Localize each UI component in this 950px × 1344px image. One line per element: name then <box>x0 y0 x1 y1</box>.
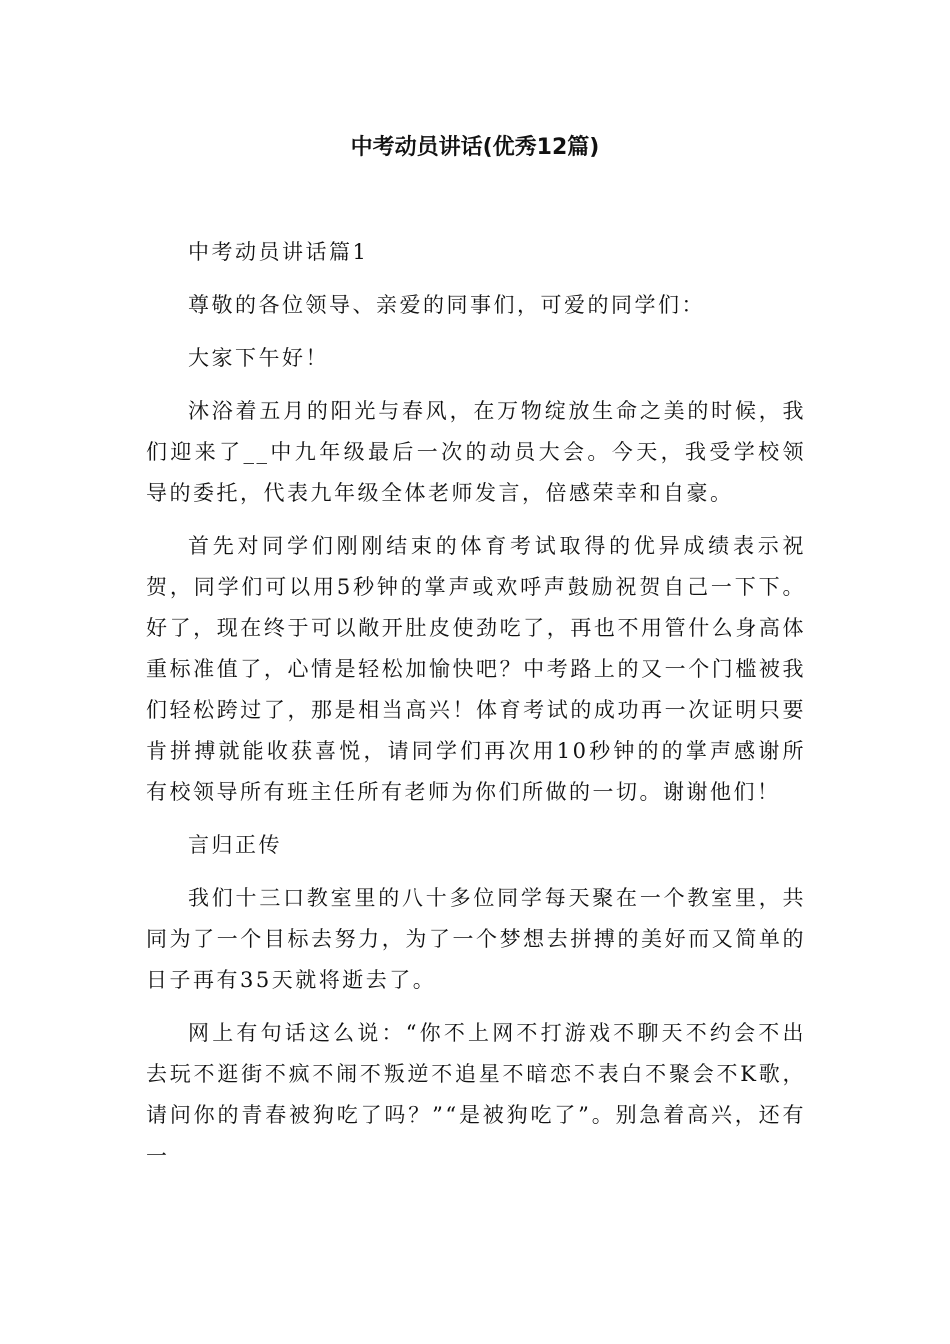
paragraph: 我们十三口教室里的八十多位同学每天聚在一个教室里，共同为了一个目标去努力，为了一个梦想去拼搏的美好而又简单的日子再有35天就将逝去了。 <box>146 886 806 992</box>
paragraph: 言归正传 <box>188 833 282 857</box>
salutation: 尊敬的各位领导、亲爱的同事们，可爱的同学们： <box>188 293 705 317</box>
paragraph: 沐浴着五月的阳光与春风，在万物绽放生命之美的时候，我们迎来了__中九年级最后一次的动员大会。今天，我受学校领导的委托，代表九年级全体老师发言，倍感荣幸和自豪。 <box>146 399 806 505</box>
paragraph: 首先对同学们刚刚结束的体育考试取得的优异成绩表示祝贺，同学们可以用5秒钟的掌声或欢呼声鼓励祝贺自己一下下。好了，现在终于可以敞开肚皮使劲吃了，再也不用管什么身高体重标准值了，心情是轻松加愉快吧？中考路上的又一个门槛被我们轻松跨过了，那是相当高兴！体育考试的成功再一次证明只要肯拼搏就能收获喜悦，请同学们再次用10秒钟的的掌声感谢所有校领导所有班主任所有老师为你们所做的一切。谢谢他们！ <box>146 534 806 804</box>
greeting: 大家下午好！ <box>188 346 329 370</box>
document-title: 中考动员讲话(优秀12篇) <box>350 135 600 160</box>
section-heading: 中考动员讲话篇1 <box>188 240 369 264</box>
document-body <box>146 232 806 1189</box>
paragraph: 网上有句话这么说：“你不上网不打游戏不聊天不约会不出去玩不逛街不疯不闹不叛逆不追星不暗恋不表白不聚会不K歌，请问你的青春被狗吃了吗？”“是被狗吃了”。别急着高兴，还有一 <box>146 1021 806 1168</box>
